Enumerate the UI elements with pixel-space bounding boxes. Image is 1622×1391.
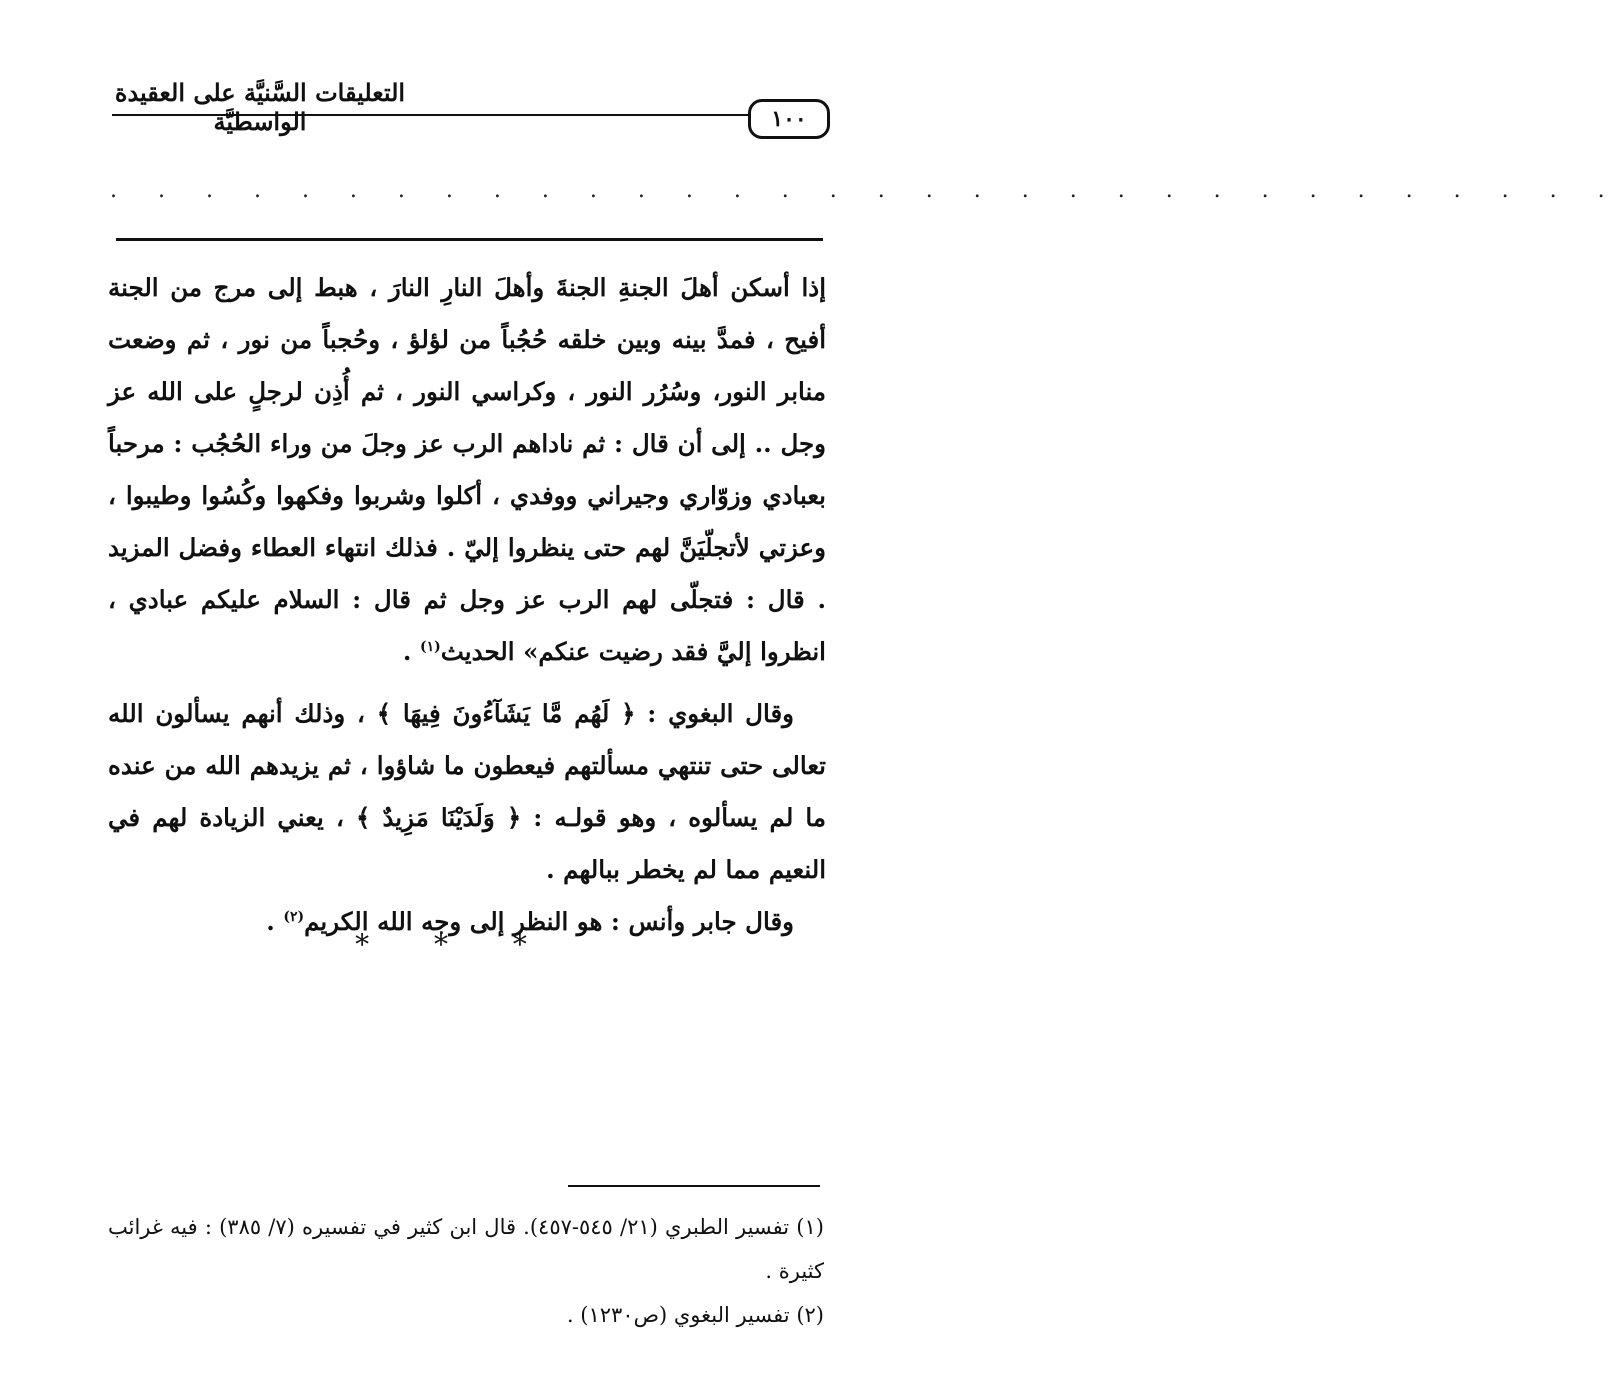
footnotes	[108, 1205, 824, 1337]
footnote-ref-1: (١)	[419, 638, 441, 655]
top-rule	[116, 238, 823, 241]
page-number-badge: ١٠٠	[748, 99, 830, 139]
footnote-1: (١) تفسير الطبري (٢١/ ٥٤٥-٤٥٧). قال ابن كثير في تفسيره (٧/ ٣٨٥) : فيه غرائب كثيرة .	[108, 1215, 824, 1283]
paragraph-2: وقال البغوي : ﴿ لَهُم مَّا يَشَآءُونَ فِيهَا ﴾ ، وذلك أنهم يسألون الله تعالى حتى تنتهي مسألتهم فيعطون ما شاؤوا ، ثم يزيدهم الله من عنده ما لم يسألوه ، وهو قولـه : ﴿ وَلَدَيْنَا مَزِيدٌ ﴾ ، يعني الزيادة لهم في النعيم مما لم يخطر ببالهم .	[108, 699, 826, 884]
footnote-ref-2: (٢)	[283, 908, 305, 925]
section-end-mark: * * *	[355, 928, 555, 961]
body-text	[108, 262, 826, 948]
paragraph-3: وقال جابر وأنس : هو النظر إلى وجه الله الكريم$^{(٢)}$ .	[266, 907, 794, 936]
header-rule	[112, 114, 748, 116]
footnote-rule	[568, 1185, 820, 1187]
footnote-2: (٢) تفسير البغوي (ص١٢٣٠) .	[566, 1303, 824, 1327]
running-header-title: التعليقات السَّنيَّة على العقيدة الواسطيَّة	[114, 78, 406, 136]
paragraph-1-text: إذا أسكن أهلَ الجنةِ الجنةَ وأهلَ النارِ النارَ ، هبط إلى مرج من الجنة أفيح ، فمدَّ بينه وبين خلقه حُجُباً من لؤلؤ ، وحُجباً من نور ، ثم وضعت منابر النور، وسُرُر النور ، وكراسي النور ، ثم أُذِن لرجلٍ على الله عز وجل .. إلى أن قال : ثم ناداهم الرب عز وجلَ من وراء الحُجُب : مرحباً بعبادي وزوّاري وجيراني ووفدي ، أكلوا وشربوا وفكهوا وكُسُوا وطيبوا ، وعزتي لأتجلّيَنَّ لهم حتى ينظروا إليّ . فذلك انتهاء العطاء وفضل المزيد . قال : فتجلّى لهم الرب عز وجل ثم قال : السلام عليكم عبادي ، انظروا إليَّ فقد رضيت عنكم» الحديث	[108, 273, 826, 666]
paragraph-1: إذا أسكن أهلَ الجنةِ الجنةَ وأهلَ النارِ النارَ ، هبط إلى مرج من الجنة أفيح ، فمدَّ بينه وبين خلقه حُجُباً من لؤلؤ ، وحُجباً من نور ، ثم وضعت منابر النور، وسُرُر النور ، وكراسي النور ، ثم أُذِن لرجلٍ على الله عز وجل .. إلى أن قال : ثم ناداهم الرب عز وجلَ من وراء الحُجُب : مرحباً بعبادي وزوّاري وجيراني ووفدي ، أكلوا وشربوا وفكهوا وكُسُوا وطيبوا ، وعزتي لأتجلّيَنَّ لهم حتى ينظروا إليّ . فذلك انتهاء العطاء وفضل المزيد . قال : فتجلّى لهم الرب عز وجل ثم قال : السلام عليكم عبادي ، انظروا إليَّ فقد رضيت عنكم» الحديث$^{(١)}$ .	[108, 273, 826, 666]
separator-dots: . . . . . . . . . . . . . . . . . . . . . . . . . . . . . . . .	[110, 178, 1622, 203]
paragraph-3-text: وقال جابر وأنس : هو النظر إلى وجه الله الكريم	[304, 907, 794, 936]
